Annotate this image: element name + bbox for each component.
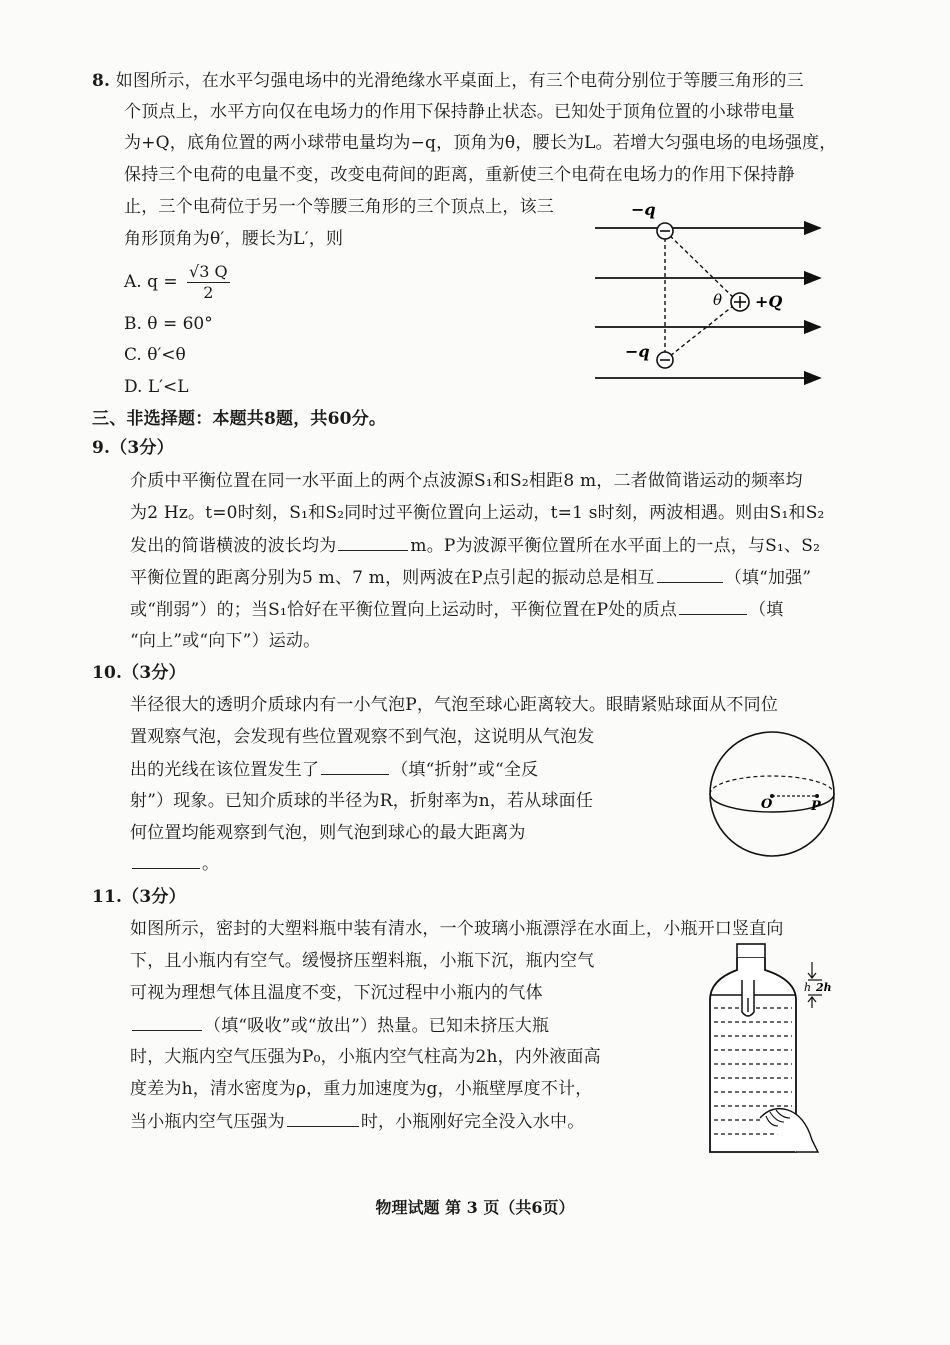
- q11-bottle-figure: [700, 940, 840, 1160]
- page-footer: 物理试题 第 3 页（共6页）: [375, 1198, 575, 1217]
- label-h: h: [804, 981, 812, 994]
- q11-line3: 可视为理想气体且温度不变，下沉过程中小瓶内的气体: [130, 983, 543, 1003]
- q10-blank-max-distance[interactable]: [132, 852, 200, 869]
- equator-back: [710, 776, 834, 794]
- q11-line4: （填“吸收”或“放出”）热量。已知未挤压大瓶: [130, 1014, 549, 1037]
- q8-line4: 保持三个电荷的电量不变，改变电荷间的距离，重新使三个电荷在电场力的作用下保持静: [124, 165, 795, 185]
- q11-blank-heat[interactable]: [132, 1014, 202, 1031]
- triangle-leg-top: [665, 231, 738, 302]
- q11-blank-pressure[interactable]: [287, 1110, 359, 1127]
- q8-option-d: D. L′<L: [124, 377, 189, 397]
- q9-line4: 平衡位置的距离分别为5 m、7 m，则两波在P点引起的振动总是相互 （填“加强”: [130, 568, 812, 588]
- q9-line5: 或“削弱”）的；当S₁恰好在平衡位置向上运动时，平衡位置在P处的质点 （填: [130, 600, 784, 620]
- q11-line7: 当小瓶内空气压强为 时，小瓶刚好完全没入水中。: [130, 1112, 585, 1132]
- label-minus-q-bottom: −q: [625, 342, 650, 361]
- q11-line2: 下，且小瓶内有空气。缓慢挤压塑料瓶，小瓶下沉，瓶内空气: [130, 951, 595, 971]
- q10-blank-phenomenon[interactable]: [321, 758, 389, 775]
- q8-line2: 个顶点上，水平方向仅在电场力的作用下保持静止状态。已知处于顶角位置的小球带电量: [124, 102, 795, 122]
- label-2h: 2h: [816, 981, 832, 994]
- q9-blank-direction[interactable]: [679, 598, 747, 615]
- q10-sphere-figure: [705, 718, 840, 866]
- q9-line1: 介质中平衡位置在同一水平面上的两个点波源S₁和S₂相距8 m，二者做简谐运动的频率均: [130, 471, 803, 491]
- q10-line4: 射”）现象。已知介质球的半径为R，折射率为n，若从球面任: [130, 791, 594, 811]
- q9-line2: 为2 Hz。t=0时刻，S₁和S₂同时过平衡位置向上运动，t=1 s时刻，两波相遇。则由S₁和S₂: [130, 503, 825, 523]
- section3-title: 三、非选择题：本题共8题，共60分。: [92, 409, 387, 429]
- charge-negative-bottom: [657, 352, 673, 368]
- q8-option-b: B. θ = 60°: [124, 314, 213, 334]
- q9-number: 9.（3分）: [92, 438, 174, 458]
- label-theta: θ: [713, 291, 723, 309]
- q8-number: 8.: [92, 71, 111, 91]
- q10-number: 10.（3分）: [92, 663, 186, 683]
- charge-negative-top: [657, 223, 673, 239]
- q9-line3: 发出的简谐横波的波长均为 m。P为波源平衡位置所在水平面上的一点，与S₁、S₂: [130, 536, 821, 556]
- q8-option-c: C. θ′<θ: [124, 345, 186, 365]
- q8-option-a: A. q = $\frac{√3 Q}{2}$: [124, 262, 228, 302]
- q8-line1: 8. 如图所示，在水平匀强电场中的光滑绝缘水平桌面上，有三个电荷分别位于等腰三角形的三: [92, 71, 804, 91]
- q10-line1: 半径很大的透明介质球内有一小气泡P，气泡至球心距离较大。眼睛紧贴球面从不同位: [130, 695, 779, 715]
- charge-positive-apex: [731, 293, 749, 311]
- q11-line6: 度差为h，清水密度为ρ，重力加速度为g，小瓶壁厚度不计，: [130, 1079, 593, 1099]
- label-p: P: [811, 799, 821, 814]
- label-minus-q-top: −q: [631, 200, 656, 219]
- bubble-dot: [815, 794, 819, 798]
- q11-line5: 时，大瓶内空气压强为P₀，小瓶内空气柱高为2h，内外液面高: [130, 1047, 601, 1067]
- q9-blank-interference[interactable]: [657, 566, 723, 583]
- q10-line5: 何位置均能观察到气泡，则气泡到球心的最大距离为: [130, 823, 526, 843]
- q8-line6: 角形顶角为θ′，腰长为L′，则: [124, 229, 344, 249]
- q10-line2: 置观察气泡，会发现有些位置观察不到气泡，这说明从气泡发: [130, 727, 595, 747]
- q8-line3: 为+Q，底角位置的两小球带电量均为−q，顶角为θ，腰长为L。若增大匀强电场的电场强度，: [124, 133, 837, 153]
- q9-blank-wavelength[interactable]: [338, 534, 408, 551]
- q10-line6: 。: [130, 852, 219, 875]
- triangle-leg-bottom: [665, 302, 738, 360]
- q11-line1: 如图所示，密封的大塑料瓶中装有清水，一个玻璃小瓶漂浮在水面上，小瓶开口竖直向: [130, 919, 784, 939]
- q8-field-figure: [585, 195, 835, 395]
- label-plus-q: +Q: [755, 292, 783, 311]
- label-o: O: [761, 797, 773, 812]
- q8-line5: 止，三个电荷位于另一个等腰三角形的三个顶点上，该三: [124, 197, 554, 217]
- q11-number: 11.（3分）: [92, 887, 186, 907]
- bottle-cap: [737, 944, 765, 958]
- q8-option-a-fraction: $\frac{√3 Q}{2}$: [189, 262, 228, 302]
- q10-line3: 出的光线在该位置发生了 （填“折射”或“全反: [130, 760, 539, 780]
- q9-line6: “向上”或“向下”）运动。: [130, 631, 321, 651]
